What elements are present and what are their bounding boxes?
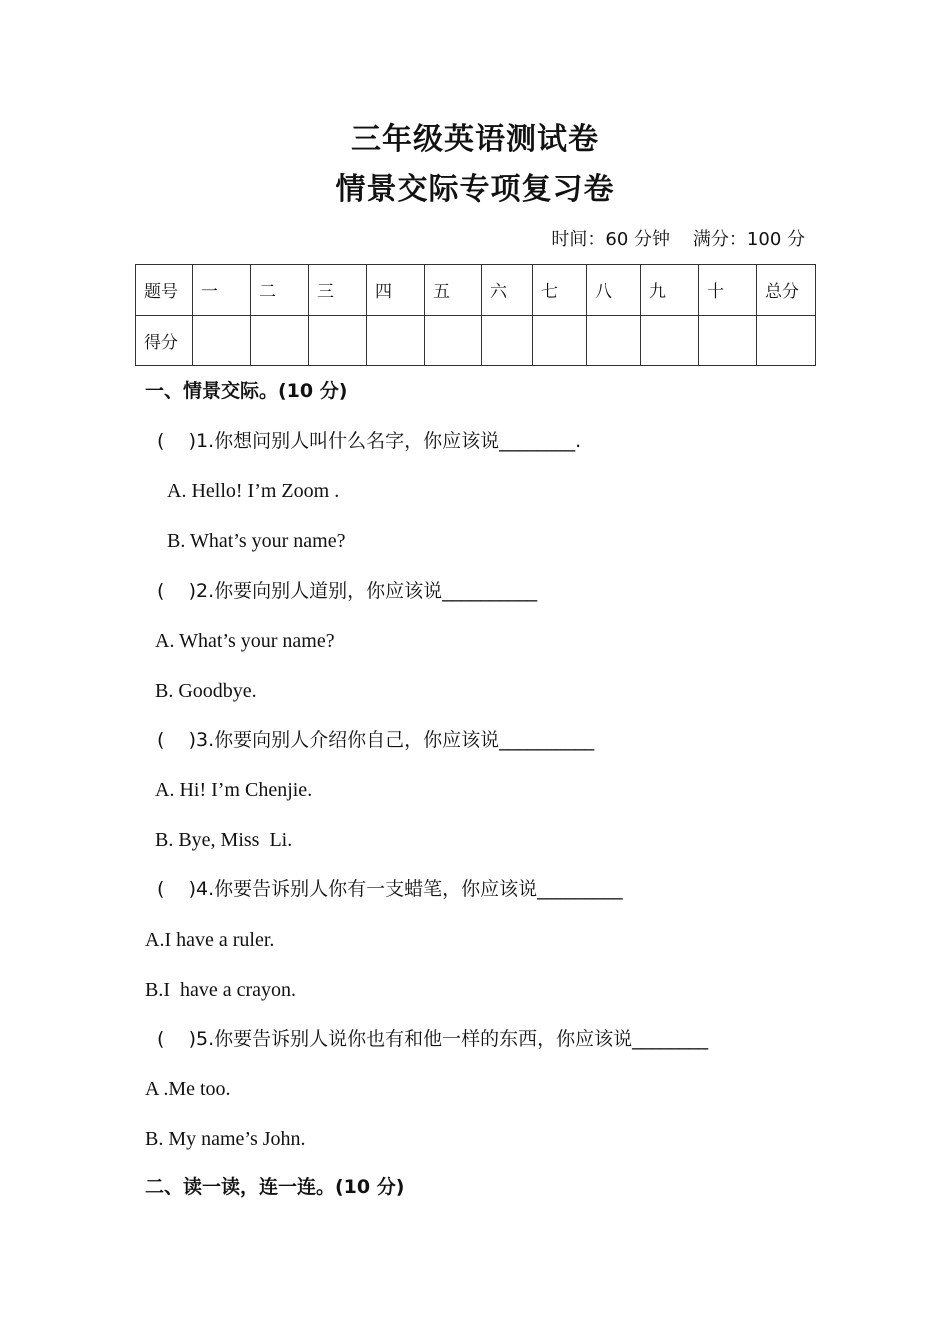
section-1-heading: 一、情景交际。(10 分) — [145, 380, 348, 402]
score-input-cell[interactable] — [251, 315, 309, 366]
full-score-label: 满分：100 分 — [692, 229, 805, 250]
score-row-label: 得分 — [136, 315, 193, 366]
score-header-cell: 八 — [587, 265, 641, 316]
question-5-stem: ( )5.你要告诉别人说你也有和他一样的东西，你应该说________ — [157, 1028, 709, 1050]
score-input-cell[interactable] — [309, 315, 367, 366]
question-4-stem: ( )4.你要告诉别人你有一支蜡笔，你应该说_________ — [157, 878, 623, 900]
time-label: 时间：60 分钟 — [551, 229, 671, 250]
score-input-cell[interactable] — [587, 315, 641, 366]
section-2-heading: 二、读一读，连一连。(10 分) — [145, 1176, 405, 1198]
question-5-option-a: A .Me too. — [145, 1078, 231, 1100]
page-title: 三年级英语测试卷 — [351, 122, 599, 157]
score-input-cell[interactable] — [482, 315, 533, 366]
score-table — [135, 264, 816, 366]
question-1-option-b: B. What’s your name? — [167, 530, 346, 552]
question-1-option-a: A. Hello! I’m Zoom . — [167, 480, 340, 502]
question-2-stem: ( )2.你要向别人道别，你应该说__________ — [157, 580, 538, 602]
score-input-cell[interactable] — [425, 315, 482, 366]
score-input-cell[interactable] — [193, 315, 251, 366]
question-4-option-b: B.I have a crayon. — [145, 979, 297, 1001]
score-input-cell[interactable] — [641, 315, 699, 366]
score-header-cell: 二 — [251, 265, 309, 316]
score-header-cell: 一 — [193, 265, 251, 316]
question-3-stem: ( )3.你要向别人介绍你自己，你应该说__________ — [157, 729, 595, 751]
score-input-cell[interactable] — [757, 315, 816, 366]
score-header-cell: 十 — [699, 265, 757, 316]
score-header-cell: 题号 — [136, 265, 193, 316]
question-1-stem: ( )1.你想问别人叫什么名字，你应该说________. — [157, 430, 582, 452]
score-header-cell: 四 — [367, 265, 425, 316]
score-input-cell[interactable] — [699, 315, 757, 366]
question-4-option-a: A.I have a ruler. — [145, 929, 275, 951]
question-2-option-a: A. What’s your name? — [155, 630, 335, 652]
score-header-cell: 九 — [641, 265, 699, 316]
score-input-cell[interactable] — [367, 315, 425, 366]
question-3-option-a: A. Hi! I’m Chenjie. — [155, 779, 313, 801]
question-2-option-b: B. Goodbye. — [155, 680, 257, 702]
score-header-cell: 五 — [425, 265, 482, 316]
score-header-cell: 总分 — [757, 265, 816, 316]
question-3-option-b: B. Bye, Miss Li. — [155, 829, 293, 851]
exam-meta — [551, 225, 805, 251]
score-input-cell[interactable] — [533, 315, 587, 366]
score-header-cell: 六 — [482, 265, 533, 316]
score-header-cell: 七 — [533, 265, 587, 316]
page-subtitle: 情景交际专项复习卷 — [335, 172, 615, 207]
question-5-option-b: B. My name’s John. — [145, 1128, 306, 1150]
score-header-cell: 三 — [309, 265, 367, 316]
